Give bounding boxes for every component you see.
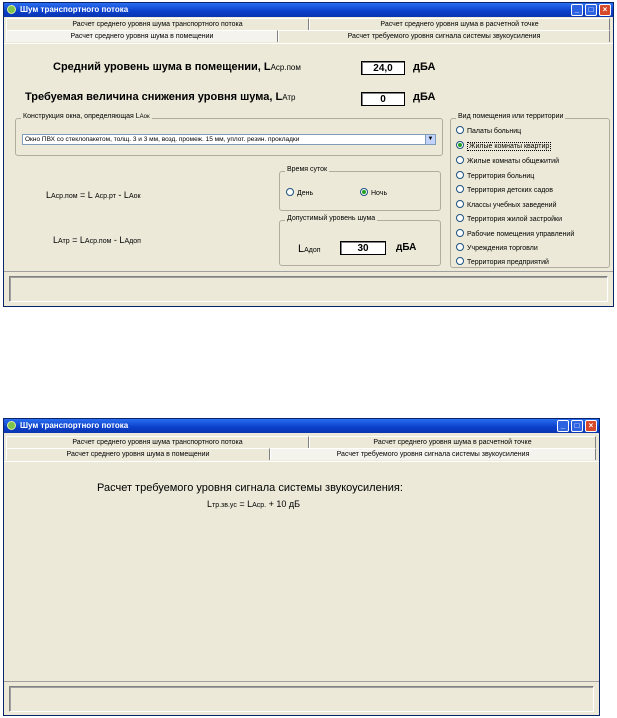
radio-night[interactable]: Ночь: [360, 189, 387, 198]
room-type-option[interactable]: Территория предприятий: [456, 258, 549, 267]
tab-room-noise[interactable]: Расчет среднего уровня шума в помещении: [6, 448, 270, 460]
minimize-icon[interactable]: _: [571, 4, 583, 16]
room-type-option[interactable]: Территория больниц: [456, 172, 534, 181]
room-type-group: [450, 113, 610, 268]
app-icon: [7, 5, 16, 14]
room-type-option[interactable]: Жилые комнаты общежитий: [456, 157, 559, 166]
formula-required: LАтр = LАср.пом - LАдоп: [53, 235, 141, 245]
radio-day[interactable]: День: [286, 189, 313, 198]
window-construction-group: [15, 113, 443, 156]
avg-noise-value: 24,0: [361, 61, 405, 75]
avg-noise-label: Средний уровень шума в помещении, LАср.пом: [53, 61, 301, 73]
room-type-dot[interactable]: [456, 171, 464, 179]
allowed-level-caption: Допустимый уровень шума: [287, 215, 376, 222]
window-2-titlebar[interactable]: [4, 419, 599, 433]
room-type-option[interactable]: Учреждения торговли: [456, 244, 538, 253]
allowed-level-group: [279, 215, 441, 266]
close-icon[interactable]: ×: [599, 4, 611, 16]
panel-bottom-border: [4, 271, 613, 272]
window-2: [3, 418, 600, 716]
room-type-option[interactable]: Территория жилой застройки: [456, 215, 562, 224]
tab-sound-system[interactable]: Расчет требуемого уровня сигнала системы звукоусиления: [270, 448, 596, 460]
radio-day-dot[interactable]: [286, 188, 294, 196]
panel-top-border: [4, 43, 613, 44]
room-type-dot[interactable]: [456, 243, 464, 251]
required-reduction-value: 0: [361, 92, 405, 106]
minimize-icon[interactable]: _: [557, 420, 569, 432]
room-type-option[interactable]: Рабочие помещения управлений: [456, 230, 574, 239]
app-icon: [7, 421, 16, 430]
room-type-option[interactable]: Палаты больниц: [456, 127, 521, 136]
chevron-down-icon[interactable]: ▼: [425, 135, 435, 144]
room-type-dot[interactable]: [456, 200, 464, 208]
required-reduction-unit: дБА: [413, 91, 436, 103]
formula-avg-room: LАср.пом = L Аср.рт - LАок: [46, 190, 141, 200]
tab-sound-system[interactable]: Расчет требуемого уровня сигнала системы звукоусиления: [278, 30, 610, 42]
time-of-day-group: [279, 166, 441, 211]
status-bar: [9, 686, 594, 712]
maximize-icon[interactable]: □: [585, 4, 597, 16]
room-type-option[interactable]: Классы учебных заведений: [456, 201, 557, 210]
tab-traffic-noise[interactable]: Расчет среднего уровня шума транспортного потока: [6, 18, 309, 30]
maximize-icon[interactable]: □: [571, 420, 583, 432]
room-type-caption: Вид помещения или территории: [458, 113, 564, 120]
room-type-dot[interactable]: [456, 257, 464, 265]
room-type-dot[interactable]: [456, 185, 464, 193]
avg-noise-unit: дБА: [413, 61, 436, 73]
sound-system-formula: Lтр.зв.ус = LАср. + 10 дБ: [207, 499, 301, 509]
room-type-dot[interactable]: [456, 214, 464, 222]
window-construction-select[interactable]: [22, 134, 436, 145]
room-type-dot[interactable]: [456, 156, 464, 164]
allowed-level-label: LАдоп: [298, 243, 321, 255]
tab-calc-point-noise[interactable]: Расчет среднего уровня шума в расчетной точке: [309, 18, 610, 30]
window-2-title: Шум транспортного потока: [20, 421, 129, 430]
allowed-level-unit: дБА: [396, 242, 417, 253]
window-construction-value: Окно ПВХ со стеклопакетом, толщ. 3 и 3 мм, возд. промеж. 15 мм, уплот. резин. прокладки: [25, 136, 300, 143]
radio-night-dot[interactable]: [360, 188, 368, 196]
window-1: [3, 2, 614, 307]
room-type-dot[interactable]: [456, 126, 464, 134]
window-construction-caption: Конструкция окна, определяющая LАок: [23, 113, 150, 120]
panel-bottom-border: [4, 681, 599, 682]
window-1-titlebar[interactable]: [4, 3, 613, 17]
tab-traffic-noise[interactable]: Расчет среднего уровня шума транспортного потока: [6, 436, 309, 448]
status-bar: [9, 276, 608, 302]
room-type-dot[interactable]: [456, 141, 464, 149]
required-reduction-label: Требуемая величина снижения уровня шума, LАтр: [25, 91, 296, 103]
room-type-option[interactable]: Жилые комнаты квартир: [456, 142, 551, 151]
tab-calc-point-noise[interactable]: Расчет среднего уровня шума в расчетной точке: [309, 436, 596, 448]
room-type-dot[interactable]: [456, 229, 464, 237]
panel-top-border: [4, 461, 599, 462]
sound-system-heading: Расчет требуемого уровня сигнала системы звукоусиления:: [97, 482, 403, 494]
window-1-title: Шум транспортного потока: [20, 5, 129, 14]
time-of-day-caption: Время суток: [287, 166, 328, 173]
room-type-option[interactable]: Территория детских садов: [456, 186, 553, 195]
close-icon[interactable]: ×: [585, 420, 597, 432]
allowed-level-value: 30: [340, 241, 386, 255]
tab-room-noise[interactable]: Расчет среднего уровня шума в помещении: [6, 30, 278, 42]
